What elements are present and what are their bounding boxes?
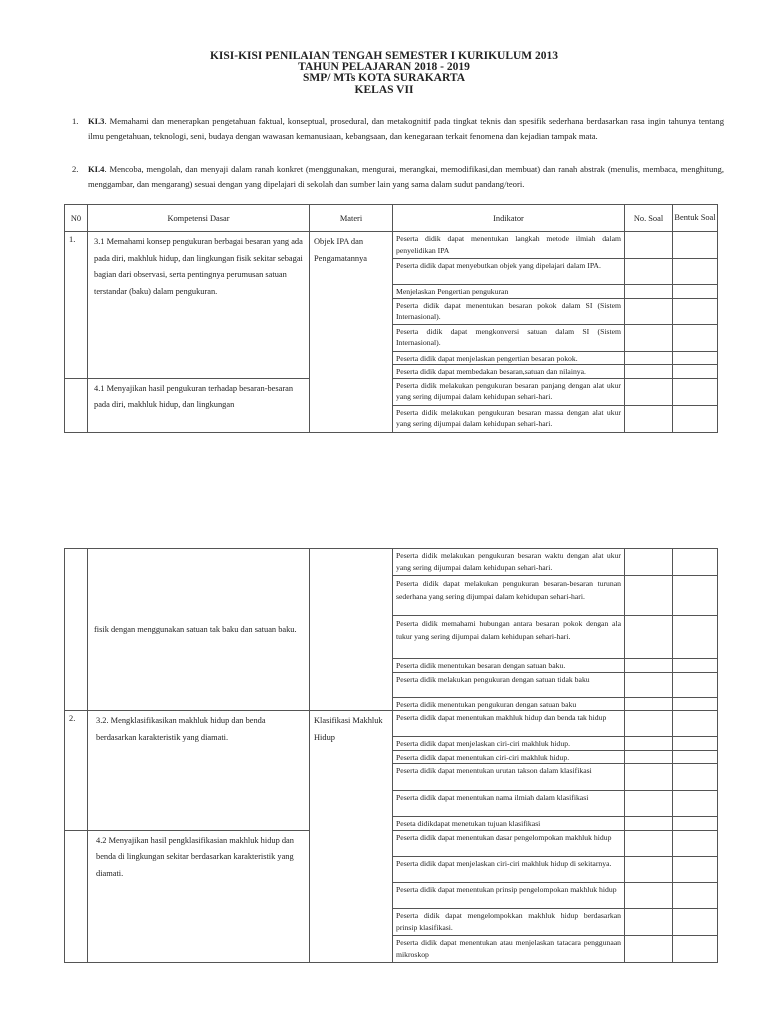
no-soal-cell <box>625 659 673 673</box>
table-row <box>65 232 718 259</box>
no-soal-cell <box>625 764 673 791</box>
no-soal-cell <box>625 935 673 962</box>
indikator-item: Peserta didik dapat menentukan ciri-ciri makhluk hidup. <box>393 750 625 764</box>
no-soal-cell <box>625 830 673 856</box>
ki-3-code: KI.3 <box>88 116 105 126</box>
indikator-item: Peserta didik dapat menentukan urutan takson dalam klasifikasi <box>393 764 625 791</box>
indikator-item: Peserta didik dapat membedakan besaran,satuan dan nilainya. <box>393 365 625 379</box>
indikator-item: Peserta didik dapat mengkonversi satuan dalam SI (Sistem Internasional). <box>393 324 625 351</box>
no-soal-cell <box>625 750 673 764</box>
no-soal-cell <box>625 672 673 697</box>
materi-klasifikasi: Klasifikasi Makhluk Hidup <box>310 711 393 963</box>
row-number-empty <box>65 830 88 962</box>
bentuk-soal-cell <box>673 259 718 285</box>
no-soal-cell <box>625 737 673 751</box>
indikator-item: Peserta didik dapat menentukan dasar pengelompokan makhluk hidup <box>393 830 625 856</box>
indikator-item: Peserta didik melakukan pengukuran besaran waktu dengan alat ukur yang sering dijumpai dalam kehidupan sehari-hari. <box>393 549 625 576</box>
row-number: 1. <box>65 232 88 379</box>
bentuk-soal-cell <box>673 750 718 764</box>
no-soal-cell <box>625 882 673 908</box>
no-soal-cell <box>625 365 673 379</box>
kd-3-1: 3.1 Memahami konsep pengukuran berbagai besaran yang ada pada diri, makhluk hidup, dan lingkungan fisik sekitar sebagai bagian dari observasi, serta pentingnya perumusan satuan terstandar (baku) dalam pengukuran. <box>88 232 310 379</box>
table-header-row <box>65 205 718 232</box>
kisi-kisi-table-page-2 <box>64 548 718 963</box>
indikator-item: Peserta didik dapat menjelaskan ciri-ciri makhluk hidup. <box>393 737 625 751</box>
bentuk-soal-cell <box>673 298 718 324</box>
indikator-item: Peserta didik dapat menentukan besaran pokok dalam SI (Sistem Internasional). <box>393 298 625 324</box>
indikator-item: Menjelaskan Pengertian pengukuran <box>393 285 625 299</box>
materi-objek-ipa: Objek IPA dan Pengamatannya <box>310 232 393 433</box>
bentuk-soal-cell <box>673 232 718 259</box>
bentuk-soal-cell <box>673 378 718 405</box>
bentuk-soal-cell <box>673 791 718 817</box>
indikator-item: Peserta didik dapat menentukan atau menjelaskan tatacara penggunaan mikroskop <box>393 935 625 962</box>
kd-4-1: 4.1 Menyajikan hasil pengukuran terhadap besaran-besaran pada diri, makhluk hidup, dan lingkungan <box>88 378 310 432</box>
bentuk-soal-cell <box>673 908 718 935</box>
bentuk-soal-cell <box>673 576 718 616</box>
title-line-2: TAHUN PELAJARAN 2018 - 2019 <box>298 61 470 73</box>
no-soal-cell <box>625 324 673 351</box>
kd-3-2: 3.2. Mengklasifikasikan makhluk hidup dan benda berdasarkan karakteristik yang diamati. <box>88 711 310 831</box>
indikator-item: Peserta didik menentukan besaran dengan satuan baku. <box>393 659 625 673</box>
bentuk-soal-cell <box>673 324 718 351</box>
row-number-empty <box>65 549 88 711</box>
ki-4-paragraph <box>72 162 724 192</box>
no-soal-cell <box>625 378 673 405</box>
bentuk-soal-cell <box>673 764 718 791</box>
bentuk-soal-cell <box>673 365 718 379</box>
bentuk-soal-cell <box>673 659 718 673</box>
header-no-soal: No. Soal <box>625 205 673 232</box>
row-number: 2. <box>65 711 88 831</box>
bentuk-soal-cell <box>673 616 718 659</box>
title-line-4: KELAS VII <box>354 84 414 96</box>
bentuk-soal-cell <box>673 711 718 737</box>
indikator-item: Peserta didik dapat menjelaskan pengertian besaran pokok. <box>393 351 625 365</box>
no-soal-cell <box>625 232 673 259</box>
no-soal-cell <box>625 576 673 616</box>
no-soal-cell <box>625 259 673 285</box>
bentuk-soal-cell <box>673 830 718 856</box>
table-row <box>65 711 718 737</box>
no-soal-cell <box>625 791 673 817</box>
indikator-item: Peserta didik melakukan pengukuran besaran massa dengan alat ukur yang sering dijumpai dalam kehidupan sehari-hari. <box>393 405 625 432</box>
indikator-item: Peserta didik dapat menentukan makhluk hidup dan benda tak hidup <box>393 711 625 737</box>
ki-4-number: 2. <box>72 164 79 174</box>
no-soal-cell <box>625 697 673 711</box>
indikator-item: Peserta didik dapat menjelaskan ciri-ciri makhluk hidup di sekitarnya. <box>393 856 625 882</box>
ki-3-paragraph <box>72 114 724 144</box>
bentuk-soal-cell <box>673 817 718 831</box>
bentuk-soal-cell <box>673 405 718 432</box>
title-line-1: KISI-KISI PENILAIAN TENGAH SEMESTER I KURIKULUM 2013 <box>209 50 559 62</box>
bentuk-soal-cell <box>673 856 718 882</box>
no-soal-cell <box>625 817 673 831</box>
header-materi: Materi <box>310 205 393 232</box>
no-soal-cell <box>625 351 673 365</box>
indikator-item: Peserta didik dapat melakukan pengukuran besaran-besaran turunan sederhana yang sering dijumpai dalam kehidupan sehari-hari. <box>393 576 625 616</box>
ki-3-number: 1. <box>72 116 79 126</box>
bentuk-soal-cell <box>673 672 718 697</box>
ki-3-text: . Memahami dan menerapkan pengetahuan faktual, konseptual, prosedural, dan metakognitif pada tingkat teknis dan spesifik sederhana berdasarkan rasa ingin tahunya tentang ilmu pengetahuan, teknologi, seni, budaya dengan wawasan kemanusiaan, kebangsaan, dan kenegaraan terkait fenomena dan kejadian tampak mata. <box>88 116 724 141</box>
kd-4-1-continued <box>88 549 310 711</box>
ki-4-code: KI.4 <box>88 164 105 174</box>
kd-4-2: 4.2 Menyajikan hasil pengklasifikasian makhluk hidup dan benda di lingkungan sekitar berdasarkan karakteristik yang diamati. <box>88 830 310 962</box>
table-row <box>65 549 718 576</box>
ki-4-text: . Mencoba, mengolah, dan menyaji dalam ranah konkret (menggunakan, mengurai, merangkai, memodifikasi,dan membuat) dan ranah abstrak (menulis, membaca, menghitung, menggambar, dan mengarang) sesuai dengan yang dipelajari di sekolah dan sumber lain yang sama dalam sudut pandang/teori. <box>88 164 724 189</box>
no-soal-cell <box>625 856 673 882</box>
header-bentuk-soal: Bentuk Soal <box>673 205 718 232</box>
materi-empty <box>310 549 393 711</box>
no-soal-cell <box>625 549 673 576</box>
no-soal-cell <box>625 711 673 737</box>
title-line-3: SMP/ MTs KOTA SURAKARTA <box>303 72 465 84</box>
indikator-item: Peserta didik dapat menentukan langkah metode ilmiah dalam penyelidikan IPA <box>393 232 625 259</box>
indikator-item: Peserta didik menentukan pengukuran dengan satuan baku <box>393 697 625 711</box>
indikator-item: Peserta didik dapat menentukan nama ilmiah dalam klasifikasi <box>393 791 625 817</box>
bentuk-soal-cell <box>673 549 718 576</box>
kd-4-1-continued-text: fisik dengan menggunakan satuan tak baku dan satuan baku. <box>94 625 297 635</box>
indikator-item: Peserta didik melakukan pengukuran besaran panjang dengan alat ukur yang sering dijumpai dalam kehidupan sehari-hari. <box>393 378 625 405</box>
no-soal-cell <box>625 405 673 432</box>
indikator-item: Peseta didikdapat menetukan tujuan klasifikasi <box>393 817 625 831</box>
bentuk-soal-cell <box>673 285 718 299</box>
no-soal-cell <box>625 285 673 299</box>
header-no: N0 <box>65 205 88 232</box>
bentuk-soal-cell <box>673 935 718 962</box>
header-kompetensi-dasar: Kompetensi Dasar <box>88 205 310 232</box>
bentuk-soal-cell <box>673 351 718 365</box>
bentuk-soal-cell <box>673 697 718 711</box>
row-number-empty <box>65 378 88 432</box>
no-soal-cell <box>625 298 673 324</box>
bentuk-soal-cell <box>673 882 718 908</box>
header-indikator: Indikator <box>393 205 625 232</box>
no-soal-cell <box>625 908 673 935</box>
indikator-item: Peserta didik melakukan pengukuran dengan satuan tidak baku <box>393 672 625 697</box>
indikator-item: Peserta didik memahami hubungan antara besaran pokok dengan ala tukur yang sering dijumpai dalam kehidupan sehari-hari. <box>393 616 625 659</box>
kisi-kisi-table-page-1 <box>64 204 718 433</box>
indikator-item: Peserta didik dapat mengelompokkan makhluk hidup berdasarkan prinsip klasifikasi. <box>393 908 625 935</box>
indikator-item: Peserta didik dapat menentukan prinsip pengelompokan makhluk hidup <box>393 882 625 908</box>
no-soal-cell <box>625 616 673 659</box>
indikator-item: Peserta didik dapat menyebutkan objek yang dipelajari dalam IPA. <box>393 259 625 285</box>
bentuk-soal-cell <box>673 737 718 751</box>
